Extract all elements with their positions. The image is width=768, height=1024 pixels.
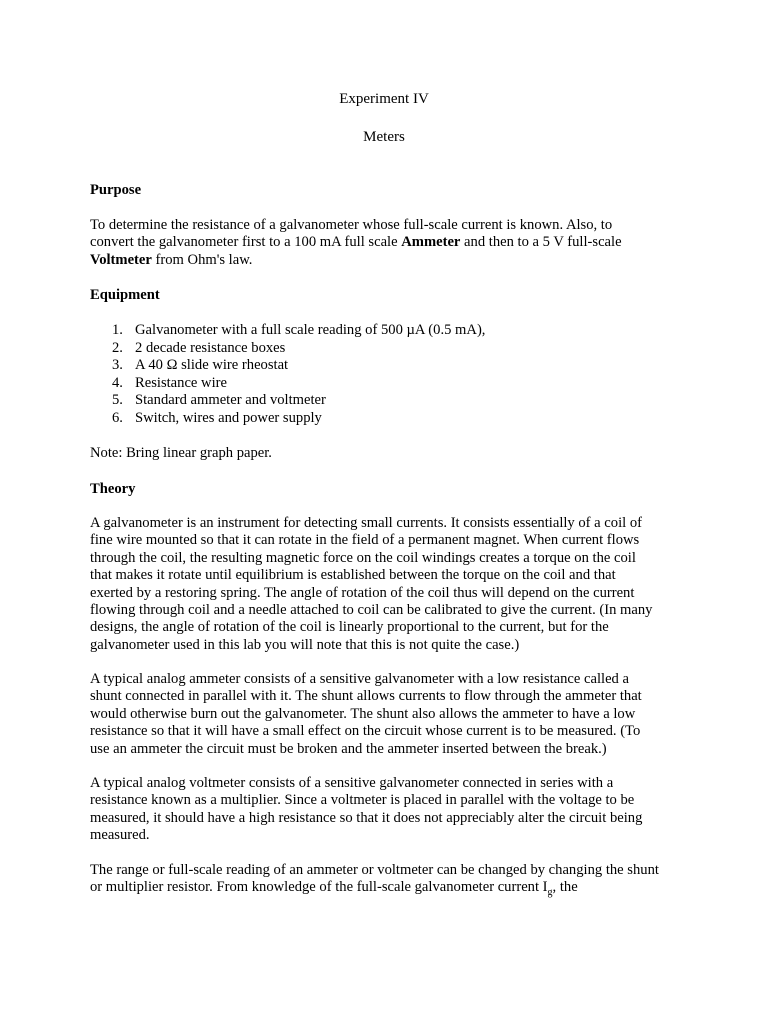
purpose-heading: Purpose bbox=[90, 182, 142, 198]
subscript-g: g bbox=[547, 887, 553, 899]
ammeter-term: Ammeter bbox=[401, 234, 461, 251]
theory-paragraph-ammeter: A typical analog ammeter consists of a sensitive galvanometer with a low resistance called a shunt connected in parallel with it. The shunt allows currents to flow through the ammeter that would otherwise burn out the galvanometer. The shunt also allows the ammeter to have a low resistance so that it will have a small effect on the circuit whose current is to be measured. (To use an ammeter the circuit must be broken and the ammeter inserted between the break.) bbox=[90, 671, 642, 757]
equipment-list bbox=[90, 322, 485, 428]
purpose-line: Voltmeter from Ohm's law. bbox=[90, 251, 253, 268]
voltmeter-term: Voltmeter bbox=[90, 251, 152, 268]
equipment-item: 6. Switch, wires and power supply bbox=[112, 409, 322, 426]
document-title: Experiment IV bbox=[339, 91, 429, 107]
equipment-heading: Equipment bbox=[90, 287, 160, 303]
purpose-line: convert the galvanometer first to a 100 mA full scale Ammeter and then to a 5 V full-scale bbox=[90, 234, 622, 251]
equipment-item: 3. A 40 Ω slide wire rheostat bbox=[112, 357, 289, 374]
theory-paragraph-voltmeter: A typical analog voltmeter consists of a sensitive galvanometer connected in series with a resistance known as a multiplier. Since a voltmeter is placed in parallel with the voltage to be measured, it should have a high resistance so that it does not appreciably alter the circuit being measured. bbox=[90, 775, 643, 844]
equipment-note: Note: Bring linear graph paper. bbox=[90, 445, 272, 461]
equipment-item: 5. Standard ammeter and voltmeter bbox=[112, 392, 326, 409]
theory-paragraph-galvanometer: A galvanometer is an instrument for detecting small currents. It consists essentially of a coil of fine wire mounted so that it can rotate in the field of a permanent magnet. When current flows through the coil, the resulting magnetic force on the coil windings creates a torque on the coil that makes it rotate until equilibrium is established between the torque on the coil and that exerted by a restoring spring. The angle of rotation of the coil thus will depend on the current flowing through coil and a needle attached to coil can be calibrated to give the current. (In many designs, the angle of rotation of the coil is linearly proportional to the current, but for the galvanometer used in this lab you will note that this is not quite the case.) bbox=[90, 515, 653, 653]
equipment-item: 2. 2 decade resistance boxes bbox=[112, 339, 286, 356]
equipment-item: 1. Galvanometer with a full scale reading of 500 µA (0.5 mA), bbox=[112, 322, 486, 338]
equipment-item: 4. Resistance wire bbox=[112, 374, 227, 391]
purpose-paragraph bbox=[90, 217, 680, 269]
theory-paragraph-range: The range or full-scale reading of an ammeter or voltmeter can be changed by changing the shunt or multiplier resistor. From knowledge of the full-scale galvanometer current $I_g$, the bbox=[90, 862, 659, 899]
purpose-line: To determine the resistance of a galvanometer whose full-scale current is known. Also, to bbox=[90, 217, 613, 233]
document-subtitle: Meters bbox=[363, 129, 405, 145]
theory-heading: Theory bbox=[90, 481, 136, 497]
